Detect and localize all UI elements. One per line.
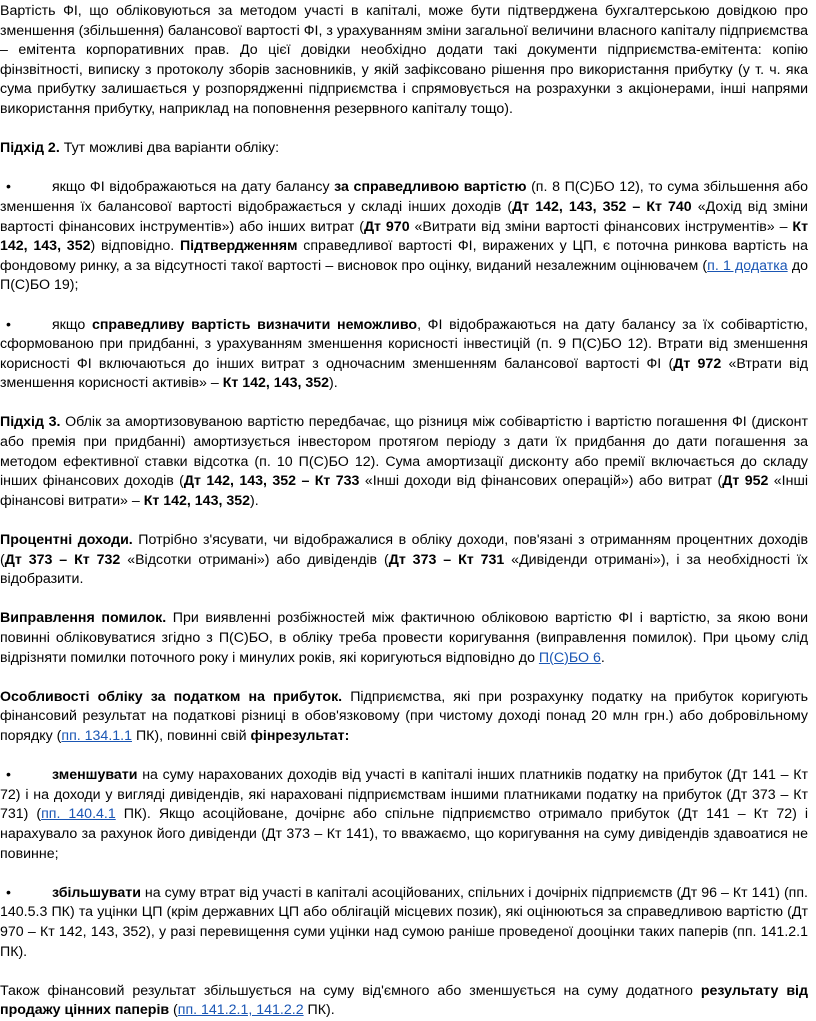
bullet-cost-value-text-4: ). <box>329 375 338 392</box>
link-134-1-1[interactable]: пп. 134.1.1 <box>61 727 132 744</box>
securities-result-text-3: ПК). <box>303 1002 335 1019</box>
approach-3-text-3: «Інші фінансові витрати» – <box>0 473 808 509</box>
bullet-fair-value-text-5: ) відповідно. <box>90 238 180 255</box>
bullet-fair-value <box>0 178 808 296</box>
link-appendix-1[interactable]: п. 1 додатка <box>707 257 788 274</box>
securities-result-text-1: Також фінансовий результат збільшується на суму від'ємного або зменшується на суму додатного <box>0 982 701 999</box>
interest-income-bold-2: Дт 373 – Кт 731 <box>388 551 505 568</box>
bullet-cost-value-bold-3: Кт 142, 143, 352 <box>222 375 330 392</box>
approach-3-text-2: «Інші доходи від фінансових операцій») або витрат ( <box>359 473 723 490</box>
bullet-increase <box>0 884 808 962</box>
bullet-cost-value-bold-2: Дт 972 <box>673 355 722 372</box>
bullet-icon: • <box>6 316 11 333</box>
bullet-increase-bold: збільшувати <box>52 884 141 901</box>
document-body <box>0 2 808 1021</box>
interest-income-text-1: Потрібно з'ясувати, чи відображалися в обліку доходи, пов'язані з отриманням процентних доходів ( <box>0 532 808 568</box>
approach-3-text-1: Облік за амортизовуваною вартістю передбачає, що різниця між собівартістю і вартістю погашення ФІ (дисконт або премія при придбанні) амортизується інвестором протягом періоду з дати їх придбання до дати погашення за методом ефективної ставки відсотка (п. 10 П(С)БО 12). Сума амортизації дисконту або премії включається до складу інших фінансових доходів ( <box>0 414 808 490</box>
paragraph-approach-3 <box>0 413 808 511</box>
approach-3-bold-3: Кт 142, 143, 352 <box>143 492 251 509</box>
approach-3-label: Підхід 3. <box>0 414 61 431</box>
bullet-fair-value-text-6: справедливої вартості ФІ, виражених у ЦП, є поточна ринкова вартість на фондовому ринку, а за відсутності такої вартості – висновок про оцінку, виданий незалежним оцінювачем ( <box>0 238 808 274</box>
bullet-cost-value-text-1: якщо <box>52 316 92 333</box>
tax-features-text-1: Підприємства, які при розрахунку податку на прибуток коригують фінансовий результат на податкові різниці в обов'язковому (при чистому доході понад 20 млн грн.) або добровільному порядку ( <box>0 688 808 744</box>
bullet-fair-value-text-7: до П(С)БО 19); <box>0 257 808 294</box>
bullet-fair-value-bold-4: Кт 142, 143, 352 <box>0 218 809 255</box>
bullet-cost-value-text-2: , ФІ відображаються на дату балансу за їх собівартістю, сформованою при придбанні, з урахуванням зменшення корисності інвестицій (п. 9 П(С)БО 12). Втрати від зменшення корисності ФІ включаються до інших витрат з одночасним зменшенням балансової вартості ФІ ( <box>0 316 808 372</box>
paragraph-securities-result <box>0 982 808 1021</box>
securities-result-text-2: ( <box>169 1002 178 1019</box>
bullet-increase-text-1: на суму втрат від участі в капіталі асоційованих, спільних і дочірніх підприємств (Дт 96 – Кт 141) (пп. 140.5.3 ПК) та уцінки ЦП (крім державних ЦП або облігацій місцевих позик), які оцінюються за справедливою вартістю (Дт 970 – Кт 142, 143, 352), у разі перевищення суми уцінки над сумою раніше проведеної дооцінки таких паперів (пп. 141.2.1 ПК). <box>0 884 808 960</box>
bullet-cost-value-bold-1: справедливу вартість визначити неможливо <box>91 316 418 333</box>
bullet-fair-value-text-3: «Дохід від зміни вартості фінансових інструментів») або інших витрат ( <box>0 198 808 235</box>
paragraph-interest-income <box>0 531 808 590</box>
bullet-fair-value-bold-1: за справедливою вартістю <box>334 179 527 196</box>
bullet-fair-value-bold-5: Підтвердженням <box>179 238 298 255</box>
error-correction-label: Виправлення помилок. <box>0 610 167 627</box>
bullet-icon: • <box>6 767 11 784</box>
bullet-cost-value-text-3: «Втрати від зменшення корисності активів» – <box>0 355 808 392</box>
bullet-fair-value-bold-2: Дт 142, 143, 352 – Кт 740 <box>512 198 692 215</box>
bullet-fair-value-bold-3: Дт 970 <box>363 218 410 235</box>
interest-income-label: Процентні доходи. <box>0 532 133 549</box>
link-psbo-6[interactable]: П(С)БО 6 <box>538 649 601 666</box>
interest-income-text-2: «Відсотки отримані») або дивідендів ( <box>120 551 389 568</box>
bullet-fair-value-text-1: якщо ФІ відображаються на дату балансу <box>52 179 335 196</box>
approach-2-label: Підхід 2. <box>0 140 60 157</box>
bullet-icon: • <box>6 884 11 901</box>
paragraph-tax-features <box>0 688 808 747</box>
bullet-decrease <box>0 766 808 864</box>
paragraph-intro-text: Вартість ФІ, що обліковуються за методом участі в капіталі, може бути підтверджена бухгалтерською довідкою про зменшення (збільшення) балансової вартості ФІ, з урахуванням зміни загальної величини власного капіталу підприємства – емітента корпоративних прав. До цієї довідки необхідно додати такі документи підприємства-емітента: копію фінзвітності, виписку з протоколу зборів засновників, у якій зафіксовано рішення про використання прибутку (у т. ч. яка сума прибутку залишається у розпорядженні підприємства і спрямовується на розрахунки з акціонерами, інші напрями використання прибутку, наприклад на поповнення резервного капіталу тощо). <box>0 3 808 117</box>
bullet-icon: • <box>6 179 11 196</box>
bullet-decrease-text-1: на суму нарахованих доходів від участі в капіталі інших платників податку на прибуток (Дт 141 – Кт 72) і на доходи у вигляді дивідендів, які нараховані підприємствам іншими платниками податку на прибуток (Дт 373 – Кт 731) ( <box>0 767 808 823</box>
bullet-fair-value-text-2: (п. 8 П(С)БО 12), то сума збільшення або зменшення їх балансової вартості відображається у складі інших доходів ( <box>0 179 809 215</box>
paragraph-error-correction <box>0 609 808 668</box>
securities-result-bold-1: результату від продажу цінних паперів <box>0 982 808 1019</box>
approach-3-bold-2: Дт 952 <box>722 473 769 490</box>
tax-features-label: Особливості обліку за податком на прибуток. <box>0 688 343 705</box>
bullet-decrease-bold: зменшувати <box>52 767 138 784</box>
approach-3-bold-1: Дт 142, 143, 352 – Кт 733 <box>183 473 360 490</box>
interest-income-bold-1: Дт 373 – Кт 732 <box>4 551 121 568</box>
bullet-fair-value-text-4: «Витрати від зміни вартості фінансових інструментів» – <box>409 218 793 235</box>
error-correction-text-2: . <box>600 649 605 666</box>
link-141-2[interactable]: пп. 141.2.1, 141.2.2 <box>177 1002 304 1019</box>
paragraph-intro <box>0 2 808 120</box>
bullet-cost-value <box>0 316 808 394</box>
interest-income-text-3: «Дивіденди отримані»), і за необхідності їх відобразити. <box>0 551 808 588</box>
approach-2-text: Тут можливі два варіанти обліку: <box>59 140 280 157</box>
approach-3-text-4: ). <box>250 492 259 509</box>
link-140-4-1[interactable]: пп. 140.4.1 <box>41 806 116 823</box>
tax-features-bold-1: фінрезультат: <box>250 727 350 744</box>
paragraph-approach-2 <box>0 139 808 159</box>
bullet-decrease-text-2: ПК). Якщо асоційоване, дочірнє або спільне підприємство отримало прибуток (Дт 141 – Кт 72) і нарахувало за рахунок його дивіденди (Дт 373 – Кт 141), то вважаємо, що коригування на суму дивідендів здавоатися не повинне; <box>0 806 808 862</box>
error-correction-text-1: При виявленні розбіжностей між фактичною обліковою вартістю ФІ і вартістю, за якою вони повинні обліковуватися згідно з П(С)БО, в обліку треба провести коригування (виправлення помилок). При цьому слід відрізняти помилки поточного року і минулих років, які коригуються відповідно до <box>0 610 808 666</box>
tax-features-text-2: ПК), повинні свій <box>132 727 251 744</box>
